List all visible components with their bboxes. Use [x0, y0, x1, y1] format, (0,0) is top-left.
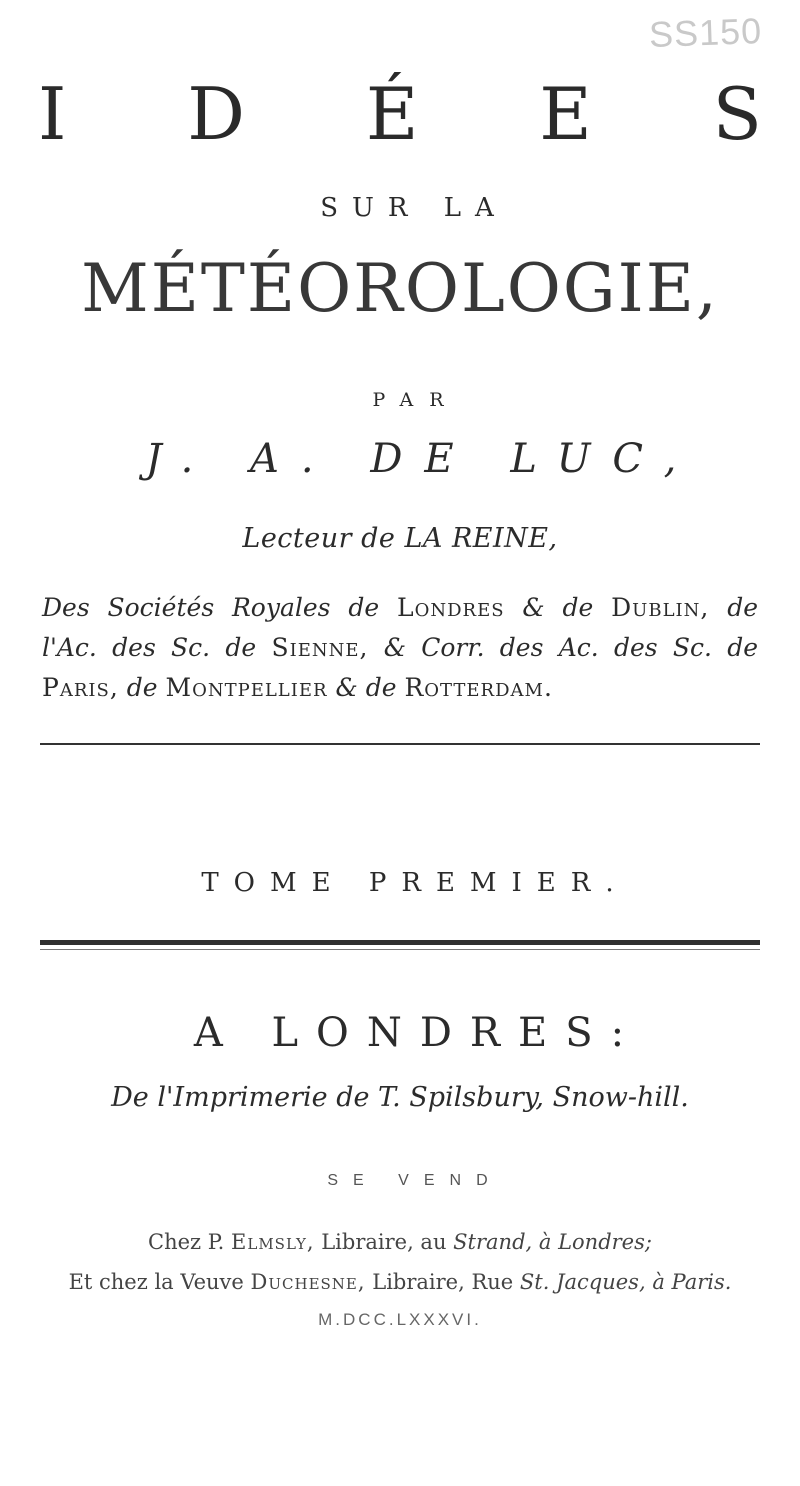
author-name: J. A. DE LUC,: [145, 436, 699, 482]
imprint-seller-paris: Et chez la Veuve Duchesne, Libraire, Rue St. Jacques, à Paris.: [68, 1270, 732, 1294]
title-sur-la: SUR LA: [320, 193, 508, 223]
library-shelfmark: SS150: [648, 10, 763, 55]
title-letter: D: [187, 72, 246, 156]
imprint-printer: De l'Imprimerie de T. Spilsbury, Snow-hill.: [111, 1082, 689, 1113]
societies-line-3: Paris, de Montpellier & de Rotterdam.: [42, 673, 553, 702]
volume-label: TOME PREMIER.: [201, 868, 629, 898]
imprint-seller-london: Chez P. Elmsly, Libraire, au Strand, à Londres;: [148, 1230, 652, 1254]
author-societies: [42, 588, 758, 708]
divider-rule-thin: [40, 949, 760, 950]
author-position: Lecteur de LA REINE,: [242, 523, 558, 554]
byline-par: PAR: [372, 389, 460, 411]
title-letter: I: [38, 72, 67, 156]
societies-line-2: l'Ac. des Sc. de Sienne, & Corr. des Ac. des Sc. de: [42, 633, 759, 662]
societies-line-1: Des Sociétés Royales de Londres & de Dublin, de: [42, 593, 758, 622]
title-idees: [0, 72, 800, 156]
divider-rule-thick: [40, 940, 760, 945]
imprint-city: A LONDRES:: [193, 1010, 643, 1056]
imprint-date: M.DCC.LXXXVI.: [318, 1310, 482, 1329]
divider-rule: [40, 743, 760, 745]
imprint-se-vend: SE VEND: [327, 1172, 503, 1189]
title-letter: E: [539, 72, 592, 156]
title-letter: S: [712, 72, 762, 156]
title-meteorologie: MÉTÉOROLOGIE,: [81, 250, 719, 327]
title-letter: É: [365, 72, 419, 156]
